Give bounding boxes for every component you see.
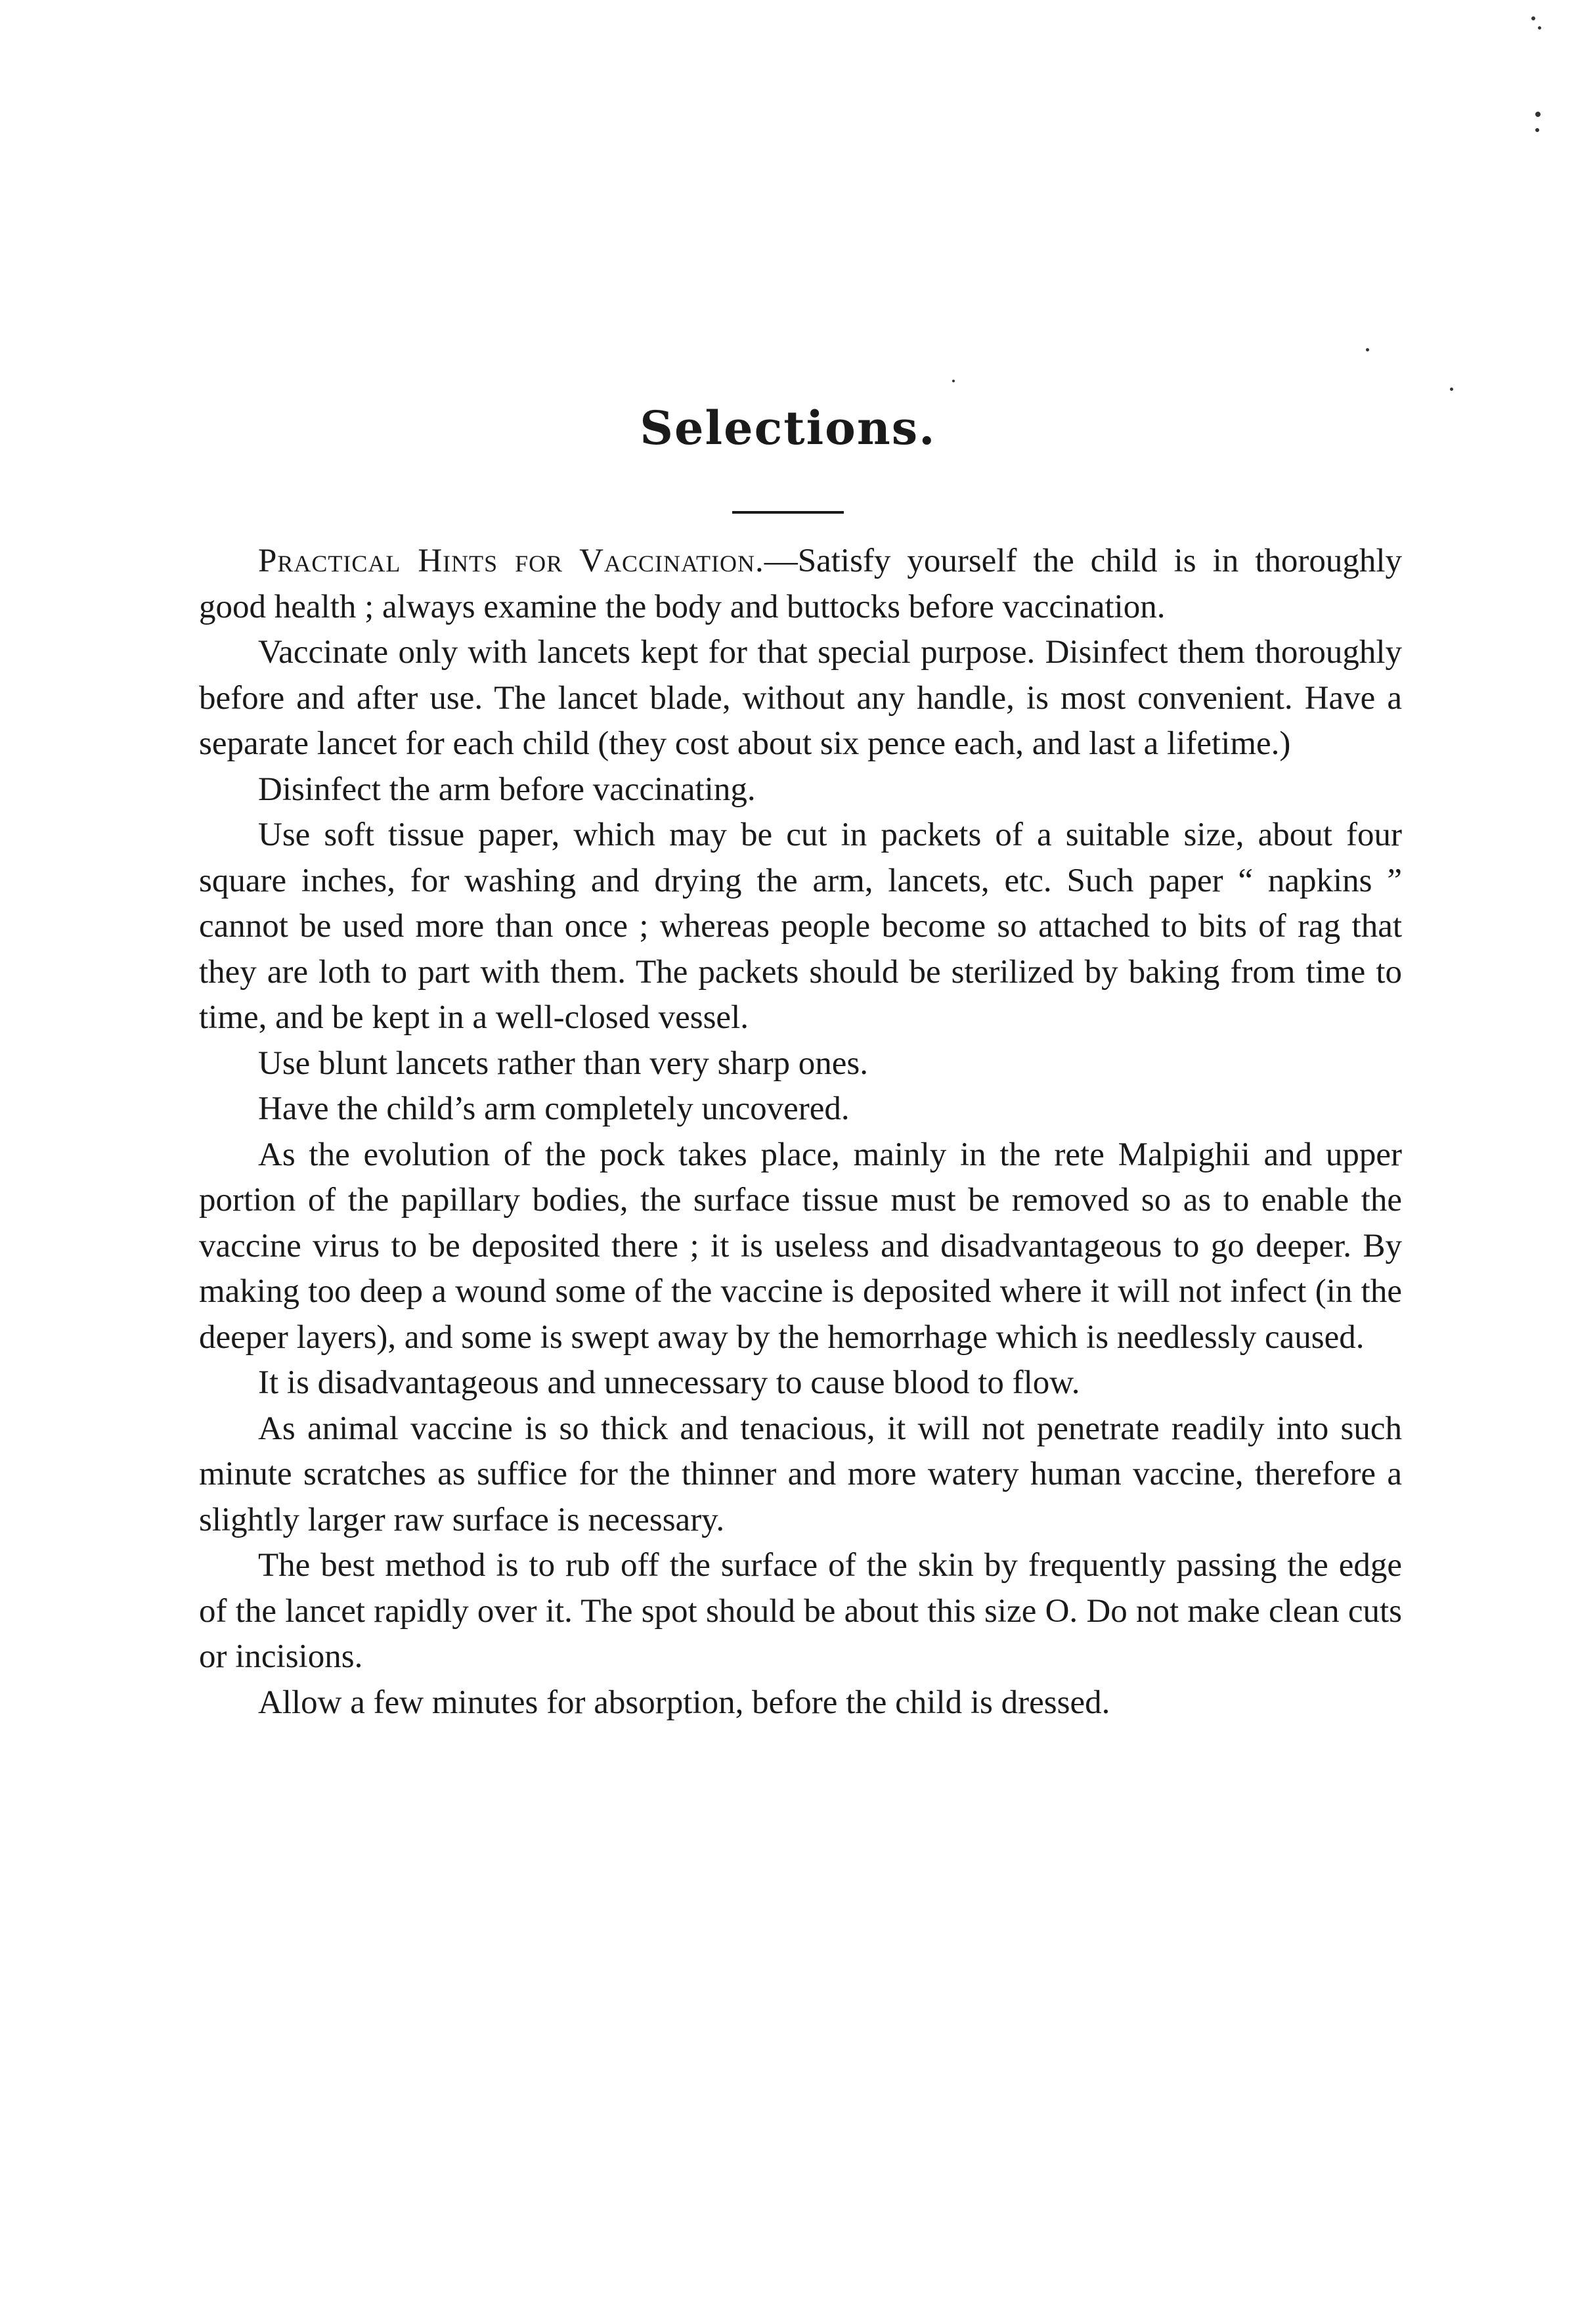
section-heading: Selections. bbox=[640, 401, 936, 455]
scan-speck bbox=[1538, 26, 1541, 30]
scan-speck bbox=[1531, 16, 1535, 20]
article-body bbox=[199, 539, 1402, 1726]
paragraph-11: Allow a few minutes for absorption, before the child is dressed. bbox=[258, 1684, 1110, 1721]
paragraph-8: It is disadvantageous and unnecessary to cause blood to flow. bbox=[258, 1364, 1080, 1401]
paragraph-7: As the evolution of the pock takes place, mainly in the rete Malpighii and upper portion of the papillary bodies, the surface tissue must be removed so as to enable the vaccine virus to be deposited there ; it is useless and disadvantageous to go deeper. By making too deep a wound some of the vaccine is deposited where it will not infect (in the deeper layers), and some is swept away by the hemorrhage which is needlessly caused. bbox=[199, 1136, 1402, 1356]
paragraph-5: Use blunt lancets rather than very sharp ones. bbox=[258, 1044, 869, 1082]
paragraph-text: —Satisfy yourself the child is in thoroughly good health ; always examine the body and buttocks before vaccination. bbox=[199, 543, 1403, 625]
paragraph-2: Vaccinate only with lancets kept for that special purpose. Disinfect them thoroughly before and after use. The lancet blade, without any handle, is most convenient. Have a separate lancet for each child (they cost about six pence each, and last a lifetime.) bbox=[199, 634, 1402, 762]
paragraph-9: As animal vaccine is so thick and tenacious, it will not penetrate readily into such minute scratches as suffice for the thinner and more watery human vaccine, therefore a slightly larger raw surface is necessary. bbox=[199, 1410, 1402, 1538]
paragraph-6: Have the child’s arm completely uncovered. bbox=[258, 1090, 850, 1127]
article-lead: Practical Hints for Vaccination. bbox=[258, 543, 764, 579]
scan-speck bbox=[952, 380, 955, 382]
scan-speck bbox=[1366, 348, 1369, 351]
scan-speck bbox=[1450, 388, 1453, 391]
scan-speck bbox=[1535, 128, 1539, 132]
paragraph-10: The best method is to rub off the surface of the skin by frequently passing the edge of the lancet rapidly over it. The spot should be about this size O. Do not make clean cuts or incisions. bbox=[199, 1547, 1402, 1675]
scan-speck bbox=[1535, 112, 1541, 117]
paragraph-4: Use soft tissue paper, which may be cut in packets of a suitable size, about four square inches, for washing and drying the arm, lancets, etc. Such paper “ napkins ” cannot be used more than once ; whereas people become so attached to bits of rag that they are loth to part with them. The packets should be sterilized by baking from time to time, and be kept in a well-closed vessel. bbox=[199, 816, 1402, 1036]
heading-rule bbox=[732, 511, 844, 514]
paragraph-1 bbox=[199, 539, 1402, 630]
paragraph-3: Disinfect the arm before vaccinating. bbox=[258, 771, 756, 808]
